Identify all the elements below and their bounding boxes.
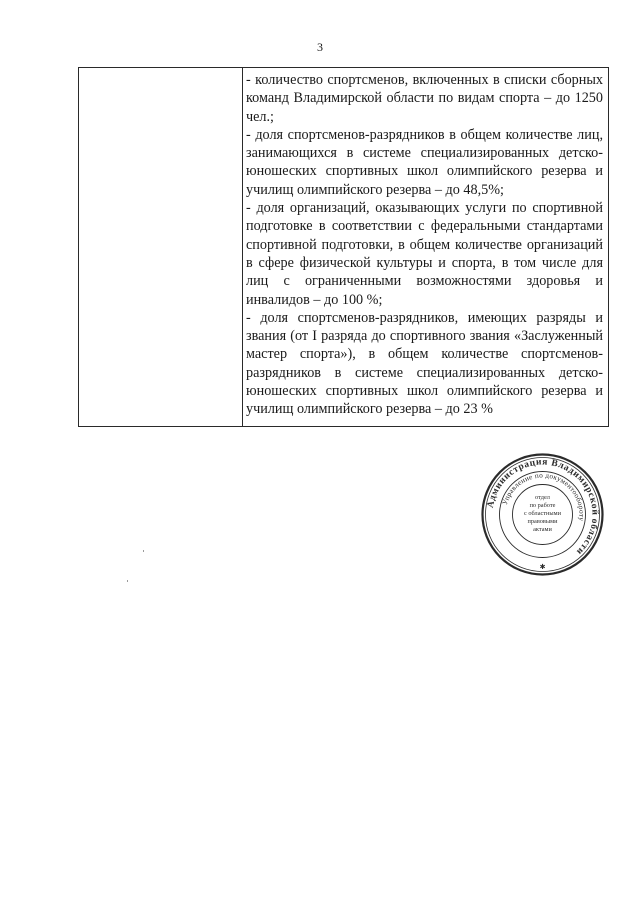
seal-star-icon: ✱	[539, 563, 546, 571]
scan-speck	[127, 580, 128, 582]
seal-graphic	[480, 452, 605, 577]
seal-inner-text: Управление по документообороту	[500, 471, 586, 522]
seal-center-text	[524, 494, 562, 533]
indicator-organizations-share: - доля организаций, оказывающих услуги по спортивной подготовке в соответствии с федеральными стандартами спортивной подготовки, в общем количестве организаций в сфере физической культуры и спорта, в том числе для лиц с ограниченными возможностями здоровья и инвалидов – до 100 %;	[246, 200, 603, 308]
official-seal	[480, 452, 605, 577]
seal-outer-text: Администрация Владимирской области	[485, 457, 600, 557]
svg-text:актами: актами	[533, 526, 552, 533]
svg-text:отдел: отдел	[535, 494, 550, 501]
indicator-athletes-in-teams: - количество спортсменов, включенных в списки сборных команд Владимирской области по видам спорта – до 1250 чел.;	[246, 72, 603, 125]
svg-text:по работе: по работе	[529, 502, 556, 509]
indicators-table	[78, 67, 609, 427]
table-cell-right	[246, 71, 603, 419]
page-number: 3	[317, 40, 323, 54]
scan-speck	[143, 550, 144, 552]
svg-text:правовыми: правовыми	[527, 518, 558, 525]
indicator-ranked-athletes-share: - доля спортсменов-разрядников в общем количестве лиц, занимающихся в системе специализированных детско-юношеских спортивных школ олимпийского резерва и училищ олимпийского резерва – до 48,5%;	[246, 126, 603, 198]
indicator-titled-athletes-share: - доля спортсменов-разрядников, имеющих разряды и звания (от I разряда до спортивного звания «Заслуженный мастер спорта»), в общем количестве спортсменов-разрядников в системе специализированных детско-юношеских спортивных школ олимпийского резерва и училищ олимпийского резерва – до 23 %	[246, 309, 603, 418]
column-divider	[242, 68, 243, 426]
svg-text:с областными: с областными	[523, 510, 562, 517]
